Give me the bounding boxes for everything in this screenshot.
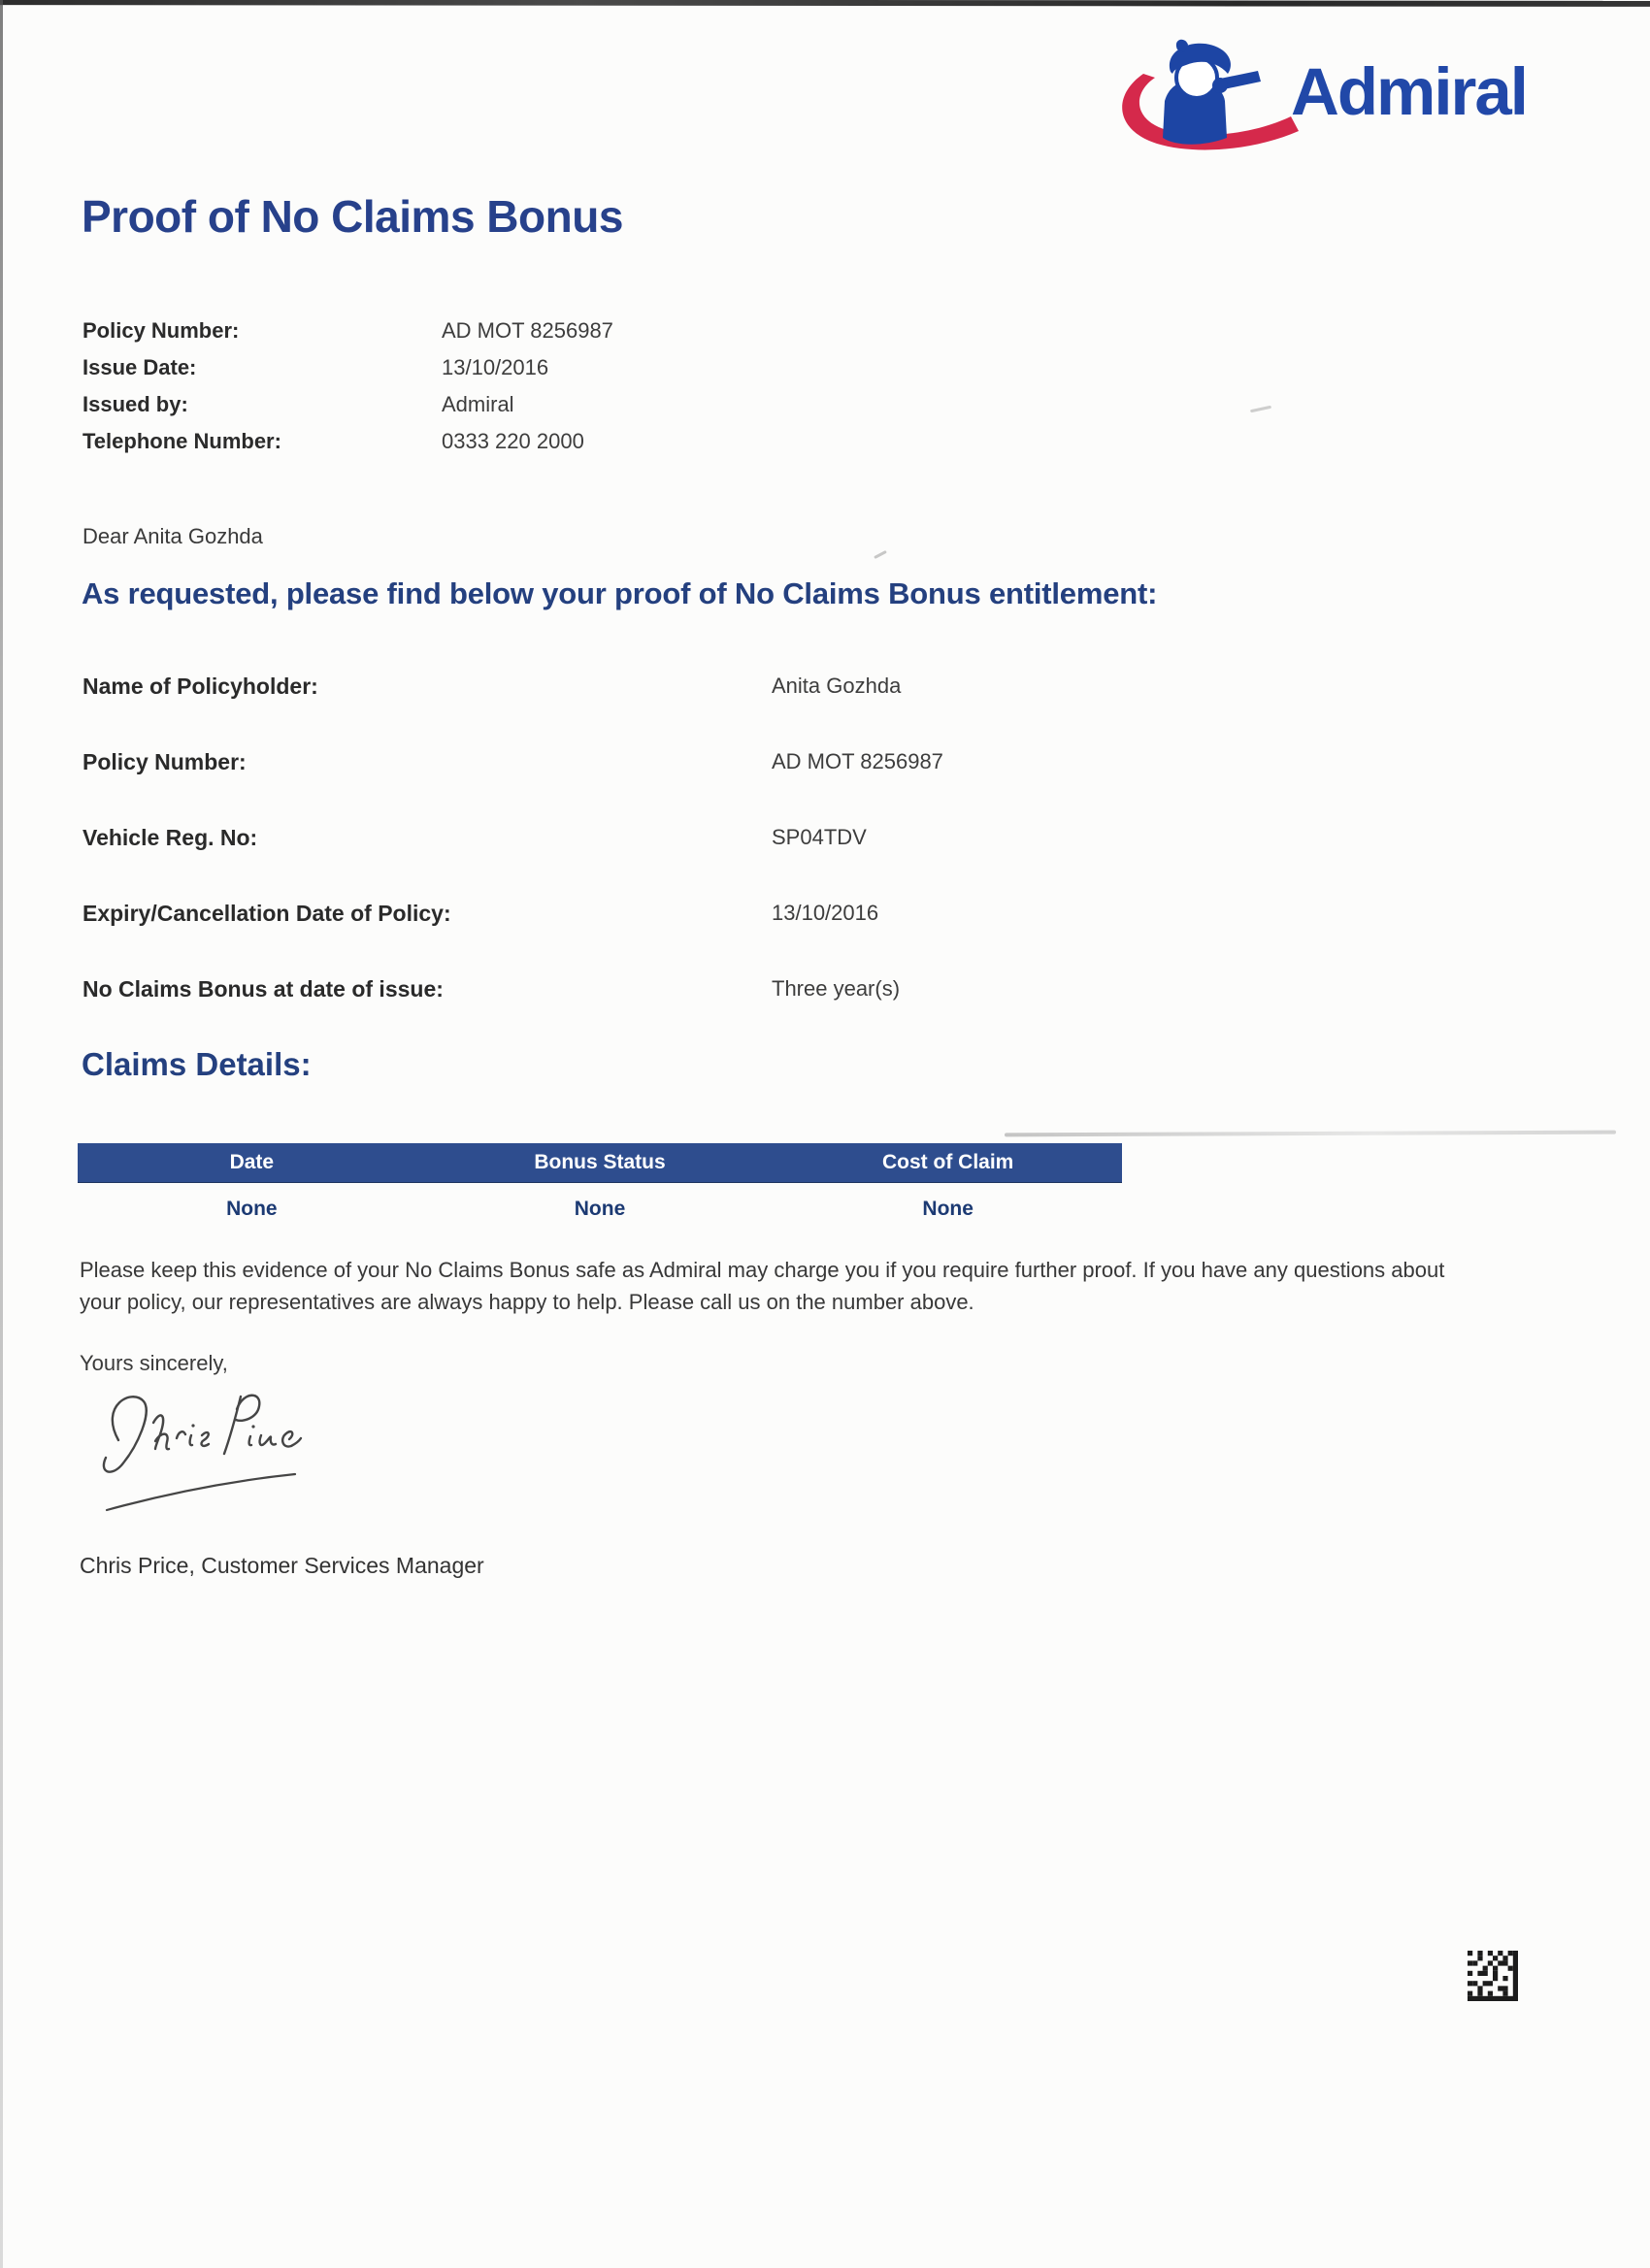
field-label: Expiry/Cancellation Date of Policy: — [82, 901, 451, 926]
detail-field-row — [82, 749, 1150, 825]
field-label: Vehicle Reg. No: — [82, 825, 258, 850]
field-value: Admiral — [442, 392, 514, 416]
field-label: Policy Number: — [82, 318, 240, 343]
page-title: Proof of No Claims Bonus — [82, 191, 623, 242]
column-header-date: Date — [229, 1151, 275, 1173]
scan-speck — [1250, 406, 1271, 413]
field-value: 13/10/2016 — [442, 355, 549, 379]
salutation: Dear Anita Gozhda — [82, 524, 263, 548]
field-label: Issued by: — [82, 392, 188, 416]
header-field-row — [82, 355, 762, 392]
field-label: Policy Number: — [82, 749, 247, 774]
cell-date: None — [226, 1198, 278, 1220]
scan-speck — [874, 550, 887, 559]
admiral-logo-text: Admiral — [1291, 54, 1527, 129]
header-field-row — [82, 318, 762, 355]
detail-field-row — [82, 901, 1150, 976]
admiral-logo — [1106, 35, 1527, 156]
scan-edge-left — [0, 0, 3, 2268]
policy-header-fields — [82, 318, 762, 466]
policy-detail-fields — [82, 674, 1150, 1052]
claims-table-header — [78, 1143, 1122, 1182]
field-value: AD MOT 8256987 — [442, 318, 613, 343]
scan-edge-top — [0, 0, 1650, 7]
table-row — [78, 1198, 1122, 1221]
cell-cost-of-claim: None — [922, 1198, 974, 1220]
body-paragraph: Please keep this evidence of your No Claims Bonus safe as Admiral may charge you if you require further proof. If you have any questions about your policy, our representatives are always happy to help. Please call us on the number above. — [80, 1258, 1445, 1314]
admiral-sailor-icon — [1106, 35, 1310, 156]
detail-field-row — [82, 674, 1150, 749]
scan-crease — [1005, 1131, 1616, 1137]
field-value: Anita Gozhda — [772, 674, 902, 698]
cell-bonus-status: None — [574, 1198, 626, 1220]
field-value: 13/10/2016 — [772, 901, 879, 925]
field-value: Three year(s) — [772, 976, 901, 1001]
field-label: Issue Date: — [82, 355, 197, 379]
field-value: SP04TDV — [772, 825, 867, 849]
datamatrix-barcode — [1468, 1951, 1518, 2001]
claims-details-heading: Claims Details: — [82, 1046, 312, 1082]
column-header-bonus-status: Bonus Status — [534, 1151, 666, 1173]
signature-chris-price — [56, 1382, 318, 1542]
header-field-row — [82, 392, 762, 429]
detail-field-row — [82, 976, 1150, 1052]
field-value: AD MOT 8256987 — [772, 749, 943, 773]
field-label: Name of Policyholder: — [82, 674, 318, 699]
column-header-cost-of-claim: Cost of Claim — [882, 1151, 1014, 1173]
detail-field-row — [82, 825, 1150, 901]
intro-heading: As requested, please find below your proof of No Claims Bonus entitlement: — [82, 576, 1158, 610]
closing-line: Yours sincerely, — [80, 1351, 228, 1375]
field-label: No Claims Bonus at date of issue: — [82, 976, 444, 1002]
field-value: 0333 220 2000 — [442, 429, 584, 453]
header-field-row — [82, 429, 762, 466]
claims-table — [78, 1143, 1122, 1221]
field-label: Telephone Number: — [82, 429, 281, 453]
signoff-line: Chris Price, Customer Services Manager — [80, 1553, 484, 1578]
